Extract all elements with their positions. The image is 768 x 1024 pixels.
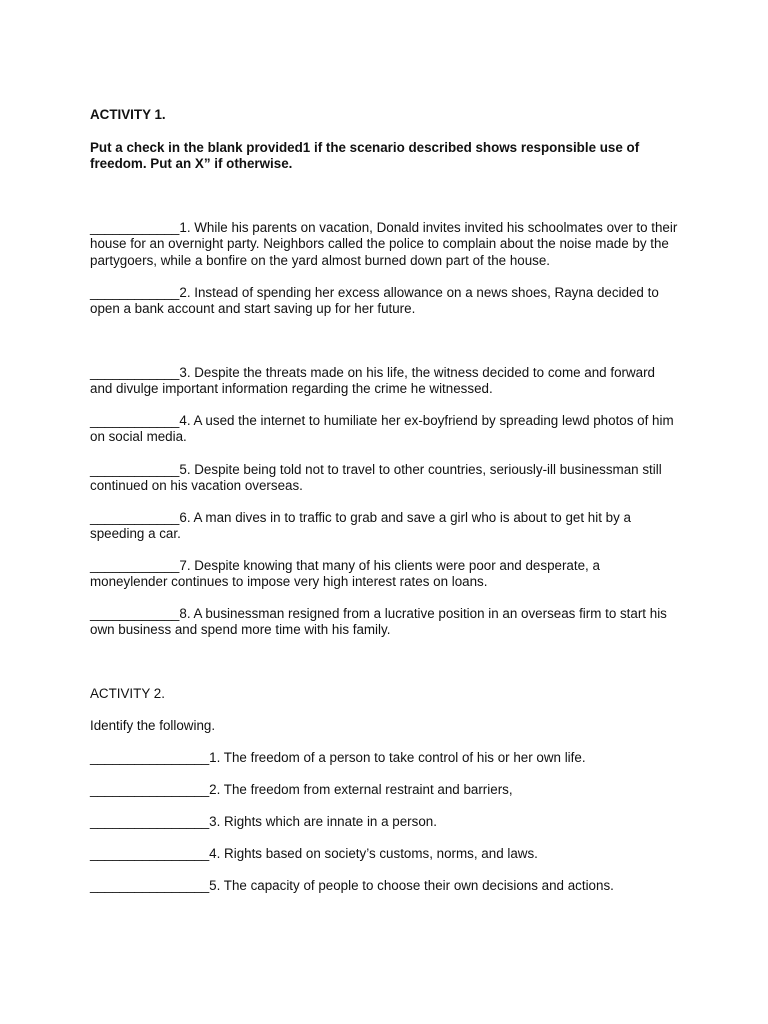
activity1-item-4: ____________4. A used the internet to humiliate her ex-boyfriend by spreading lewd photos of him on social media. bbox=[90, 413, 674, 445]
activity2-item-5: ________________5. The capacity of people to choose their own decisions and actions. bbox=[90, 878, 614, 893]
activity2-item-2: ________________2. The freedom from external restraint and barriers, bbox=[90, 782, 513, 797]
activity2-item-3: ________________3. Rights which are innate in a person. bbox=[90, 814, 437, 829]
activity2-item-1: ________________1. The freedom of a person to take control of his or her own life. bbox=[90, 750, 586, 765]
activity2-item-4: ________________4. Rights based on society’s customs, norms, and laws. bbox=[90, 846, 538, 861]
activity1-item-1: ____________1. While his parents on vacation, Donald invites invited his schoolmates over to their house for an overnight party. Neighbors called the police to complain about the noise made by the partygoers, while a bonfire on the yard almost burned down part of the house. bbox=[90, 220, 678, 268]
activity2-instruction: Identify the following. bbox=[90, 718, 216, 733]
activity1-item-2: ____________2. Instead of spending her excess allowance on a news shoes, Rayna decided to open a bank account and start saving up for her future. bbox=[90, 285, 659, 317]
activity1-instruction: Put a check in the blank provided1 if the scenario described shows responsible use of freedom. Put an X” if otherwise. bbox=[90, 140, 640, 172]
activity2-heading: ACTIVITY 2. bbox=[90, 686, 165, 701]
activity1-item-5: ____________5. Despite being told not to travel to other countries, seriously-ill businessman still continued on his vacation overseas. bbox=[90, 462, 662, 494]
activity1-item-7: ____________7. Despite knowing that many of his clients were poor and desperate, a moneylender continues to impose very high interest rates on loans. bbox=[90, 558, 600, 590]
activity1-item-6: ____________6. A man dives in to traffic to grab and save a girl who is about to get hit by a speeding a car. bbox=[90, 510, 631, 542]
activity1-heading: ACTIVITY 1. bbox=[90, 107, 166, 122]
activity1-item-8: ____________8. A businessman resigned from a lucrative position in an overseas firm to start his own business and spend more time with his family. bbox=[90, 606, 667, 638]
activity1-item-3: ____________3. Despite the threats made on his life, the witness decided to come and forward and divulge important information regarding the crime he witnessed. bbox=[90, 365, 655, 397]
